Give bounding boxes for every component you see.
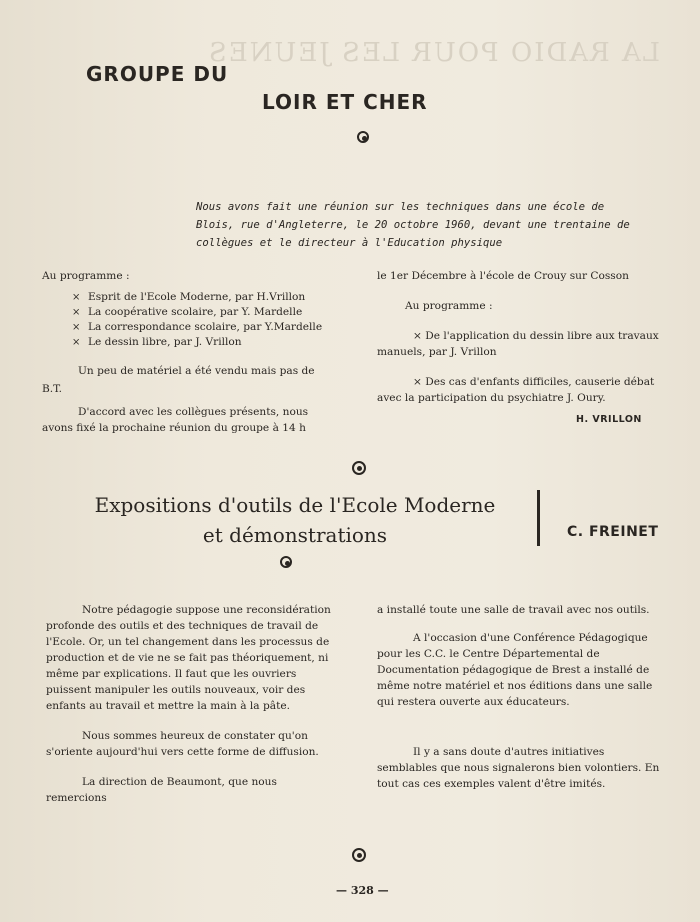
paragraph: La direction de Beaumont, que nous remercions: [46, 776, 277, 804]
section1-left-column: [42, 268, 326, 436]
paragraph: Un peu de matériel a été vendu mais pas de B.T.: [42, 365, 315, 395]
section2-right-column: [377, 602, 663, 792]
paragraph: A l'occasion d'une Conférence Pédagogique pour les C.C. le Centre Départemental de Documentation pédagogique de Brest a installé de même notre matériel et nos éditions dans une salle qui restera ouverte aux éducateurs.: [377, 632, 653, 708]
signature: H. VRILLON: [576, 414, 642, 425]
vertical-divider: [537, 490, 540, 546]
ornament-icon: [352, 848, 366, 862]
program-item: × La correspondance scolaire, par Y.Mardelle: [42, 320, 326, 335]
section2-title-line2: et démonstrations: [202, 523, 388, 547]
paragraph: Nous sommes heureux de constater qu'on s'oriente aujourd'hui vers cette forme de diffusion.: [46, 730, 319, 758]
paragraph: Notre pédagogie suppose une reconsidération profonde des outils et des techniques de travail de l'Ecole. Or, un tel changement dans les processus de production et de vie ne se fait pas théoriquement, ni même par explications. Il faut que les ouvriers puissent manipuler les outils nouveaux, voir des enfants au travail et mettre la main à la pâte.: [46, 604, 331, 712]
section1-intro: Nous avons fait une réunion sur les techniques dans une école de Blois, rue d'Angleterre, le 20 octobre 1960, devant une trentaine de collègues et le directeur à l'Education physique: [196, 201, 630, 249]
paragraph: × Des cas d'enfants difficiles, causerie débat avec la participation du psychiatre J. Oury.: [377, 376, 655, 404]
section2-title-line1: Expositions d'outils de l'Ecole Moderne: [94, 493, 496, 517]
program-item: × La coopérative scolaire, par Y. Mardelle: [42, 305, 326, 320]
program-label: Au programme :: [42, 270, 130, 282]
section1-title-line2: LOIR ET CHER: [262, 90, 428, 114]
ornament-icon: [280, 556, 292, 568]
program-item: × Le dessin libre, par J. Vrillon: [42, 335, 326, 350]
program-item: × Esprit de l'Ecole Moderne, par H.Vrillon: [42, 290, 326, 305]
paragraph: × De l'application du dessin libre aux travaux manuels, par J. Vrillon: [377, 330, 659, 358]
paragraph: Il y a sans doute d'autres initiatives semblables que nous signalerons bien volontiers. En tout cas ces exemples valent d'être imités.: [377, 746, 660, 790]
bleed-through-text: LA RADIO POUR LES JEUNES: [206, 38, 660, 68]
section2-title: [60, 490, 530, 550]
paragraph: le 1er Décembre à l'école de Crouy sur Cosson: [377, 270, 629, 282]
paragraph: a installé toute une salle de travail avec nos outils.: [377, 604, 650, 616]
ornament-icon: [352, 461, 366, 475]
section2-left-column: [46, 602, 340, 806]
paragraph: D'accord avec les collègues présents, nous avons fixé la prochaine réunion du groupe à 14 h: [42, 406, 309, 434]
program-list: [42, 290, 326, 350]
page-number: — 328 —: [336, 884, 389, 897]
program-label: Au programme :: [405, 300, 493, 312]
section1-title-line1: GROUPE DU: [86, 62, 229, 86]
author-name: C. FREINET: [567, 524, 659, 540]
ornament-icon: [357, 131, 369, 143]
section1-right-column: [377, 268, 661, 406]
